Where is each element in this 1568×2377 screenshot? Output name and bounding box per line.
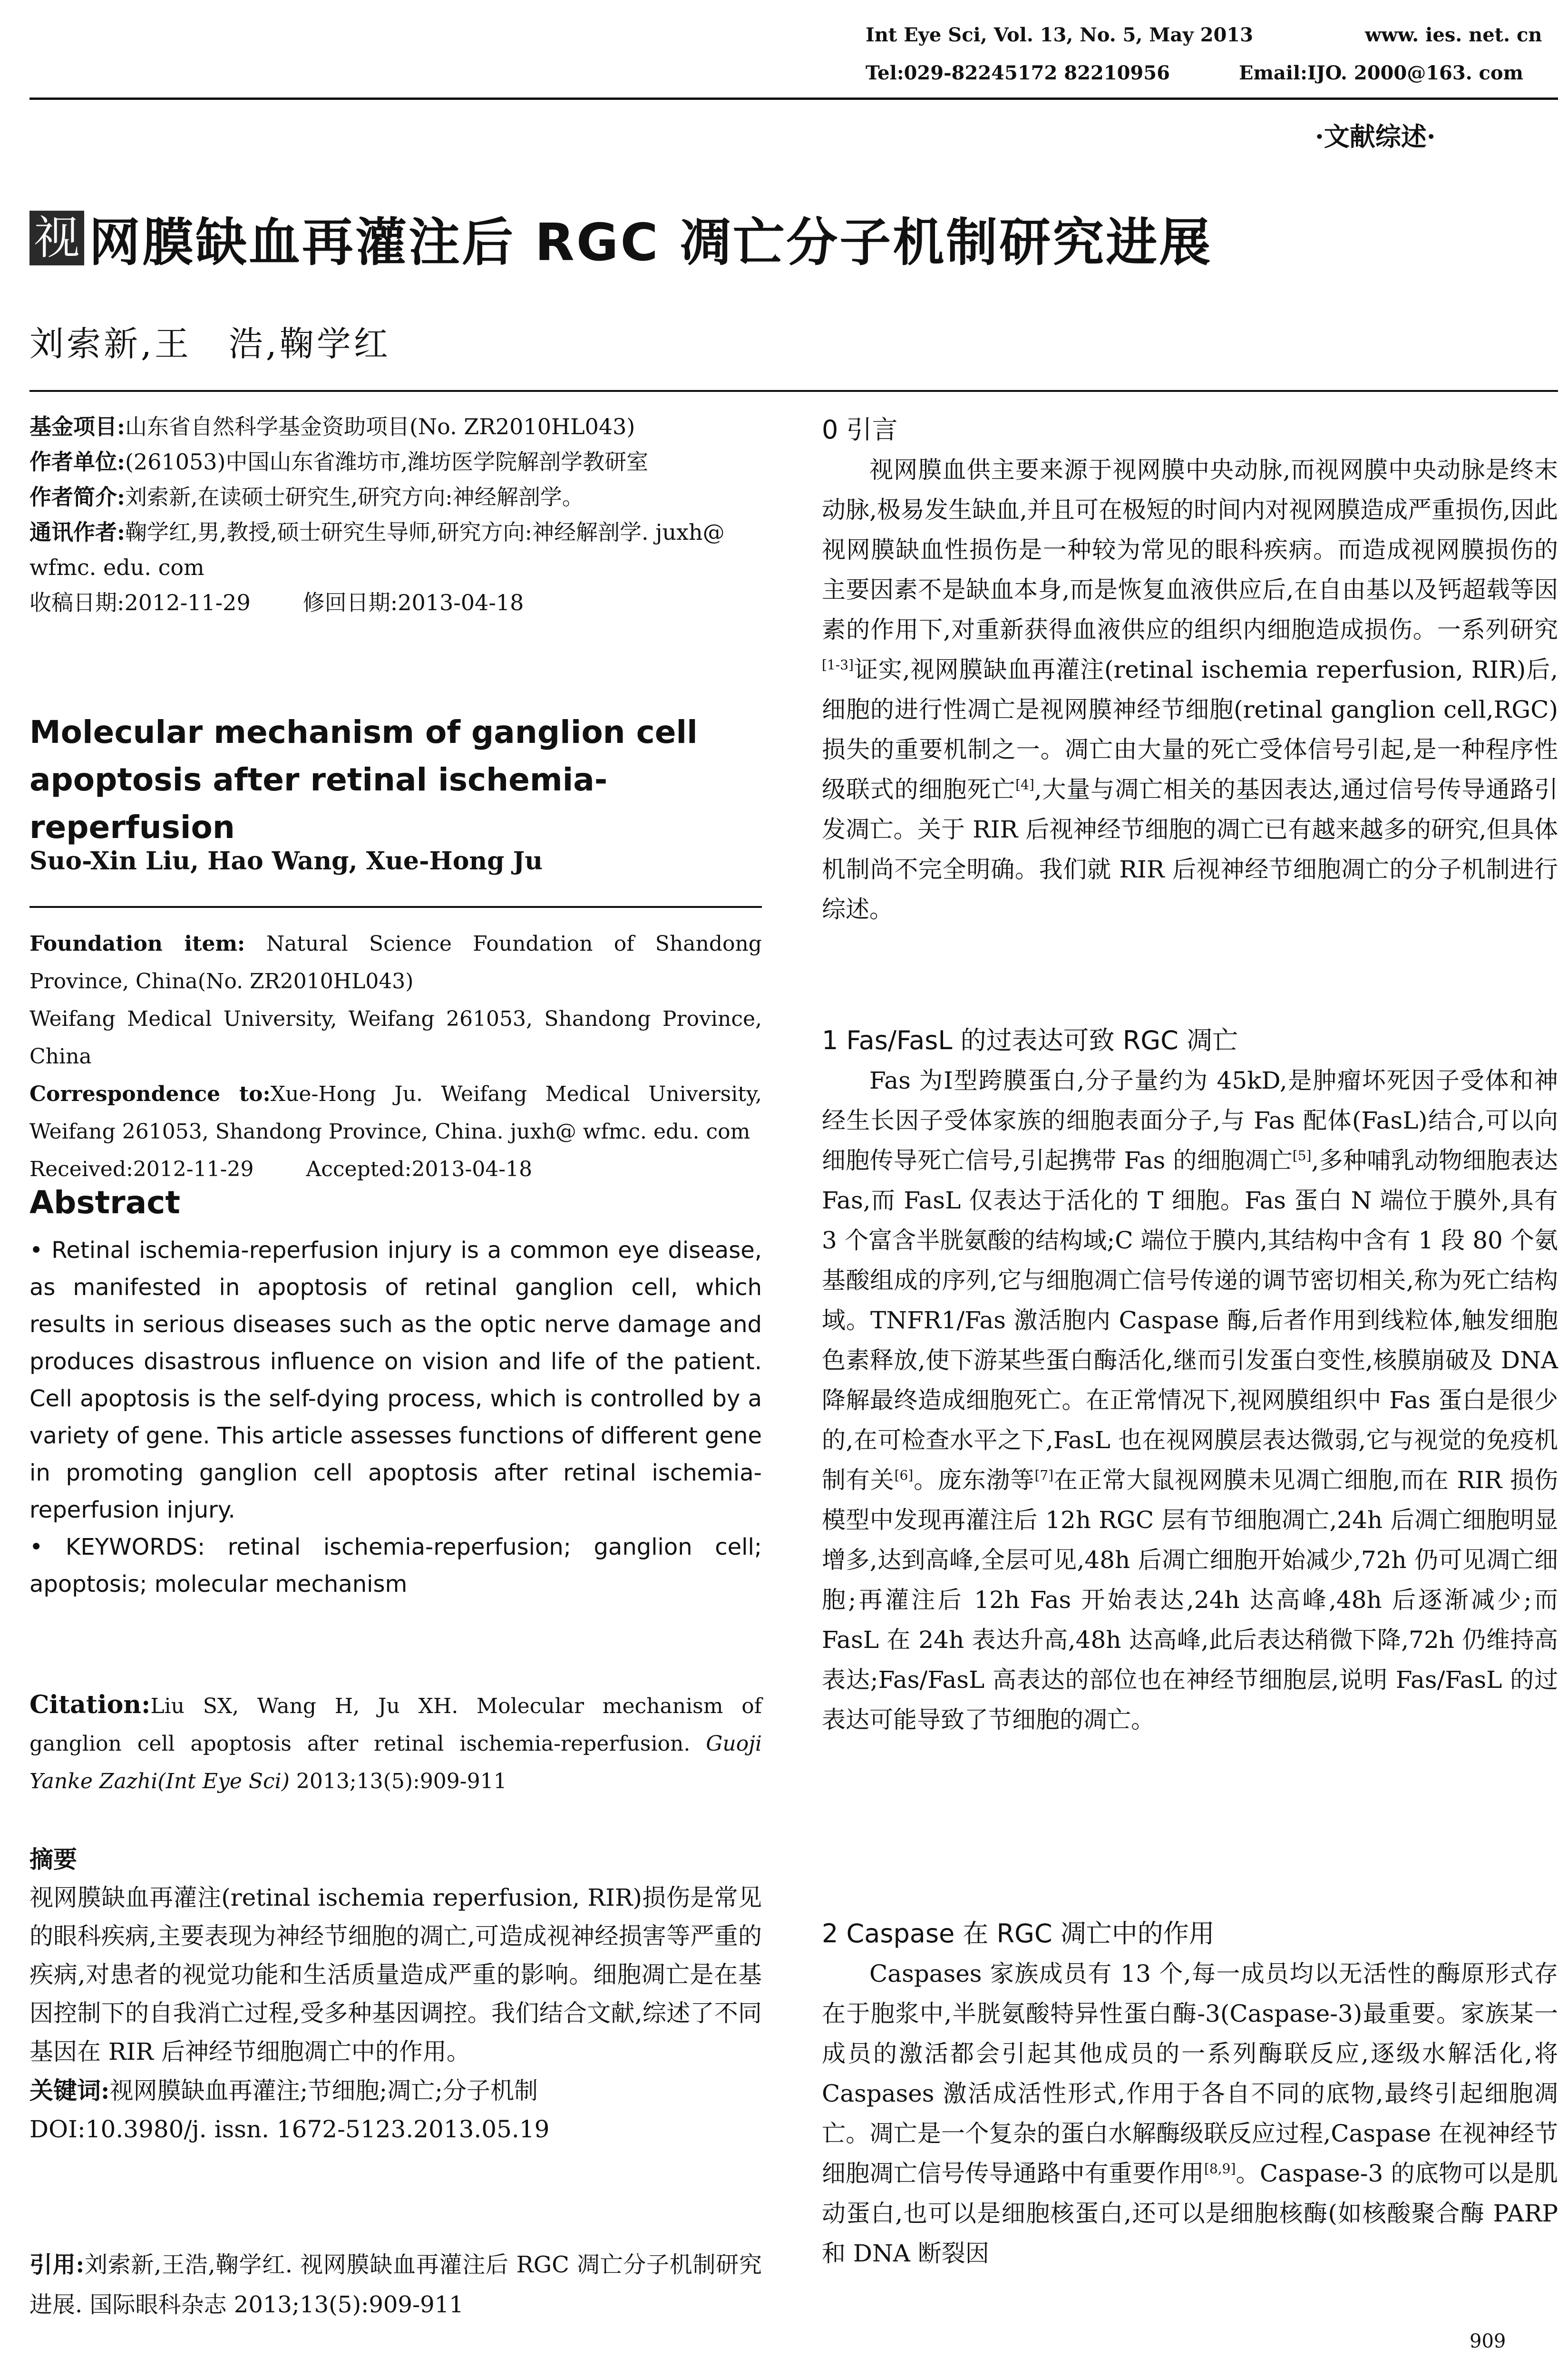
abstract-cn-heading: 摘要 [29,1845,77,1873]
title-en: Molecular mechanism of ganglion cell apoptosis after retinal ischemia-reperfusion [29,714,698,846]
foundation-en: Foundation item: Natural Science Foundation of Shandong Province, China(No. ZR2010HL043) [29,932,762,994]
ref-7: [7] [1034,1467,1054,1483]
abstract-text: • Retinal ischemia-reperfusion injury is a common eye disease, as manifested in apoptosis of retinal ganglion cell, which results in serious diseases such as the optic nerve damage and produces disastrous influence on vision and life of the patient. Cell apoptosis is the self-dying process, which is controlled by a variety of gene. This article assesses functions of different gene in promoting ganglion cell apoptosis after retinal ischemia-reperfusion injury. [29,1237,762,1523]
article-title [29,209,1213,273]
title-text: 网膜缺血再灌注后 RGC 凋亡分子机制研究进展 [89,213,1213,273]
en-rule [29,906,762,908]
doi: DOI:10.3980/j. issn. 1672-5123.2013.05.19 [29,2115,550,2143]
journal-website: www. ies. net. cn [1365,24,1542,46]
ref-8-9: [8,9] [1204,2161,1236,2177]
keywords-en: • KEYWORDS: retinal ischemia-reperfusion; ganglion cell; apoptosis; molecular mechanism [29,1534,762,1598]
en-info-block [29,925,762,1188]
section-1-body: Fas 为Ⅰ型跨膜蛋白,分子量约为 45kD,是肿瘤坏死因子受体和神经生长因子受体家族的细胞表面分子,与 Fas 配体(FasL)结合,可以向细胞传导死亡信号,引起携带 Fas 的细胞凋亡[5],多种哺乳动物细胞表达 Fas,而 FasL 仅表达于活化的 T 细胞。Fas 蛋白 N 端位于膜外,具有 3 个富含半胱氨酸的结构域;C 端位于膜内,其结构中含有 1 段 80 个氨基酸组成的序列,它与细胞凋亡信号传递的调节密切相关,称为死亡结构域。TNFR1/Fas 激活胞内 Caspase 酶,后者作用到线粒体,触发细胞色素释放,使下游某些蛋白酶活化,继而引发蛋白变性,核膜崩破及 DNA 降解最终造成细胞死亡。在正常情况下,视网膜组织中 Fas 蛋白是很少的,在可检查水平之下,FasL 也在视网膜层表达微弱,它与视觉的免疫机制有关[6]。庞东渤等[7]在正常大鼠视网膜未见凋亡细胞,而在 RIR 损伤模型中发现再灌注后 12h RGC 层有节细胞凋亡,24h 后凋亡细胞明显增多,达到高峰,全层可见,48h 后凋亡细胞开始减少,72h 仍可见凋亡细胞;再灌注后 12h Fas 开始表达,24h 达高峰,48h 后逐渐减少;而 FasL 在 24h 表达升高,48h 达高峰,此后表达稍微下降,72h 仍维持高表达;Fas/FasL 高表达的部位也在神经节细胞层,说明 Fas/FasL 的过表达可能导致了节细胞的凋亡。 [822,1067,1558,1734]
page-number: 909 [1470,2330,1506,2352]
header-rule [29,97,1558,100]
section-label: ·文献综述· [1315,121,1436,152]
section-0-body: 视网膜血供主要来源于视网膜中央动脉,而视网膜中央动脉是终末动脉,极易发生缺血,并且可在极短的时间内对视网膜造成严重损伤,因此视网膜缺血性损伤是一种较为常见的眼科疾病。而造成视网膜损伤的主要因素不是缺血本身,而是恢复血液供应后,在自由基以及钙超载等因素的作用下,对重新获得血液供应的组织内细胞造成损伤。一系列研究[1-3]证实,视网膜缺血再灌注(retinal ischemia reperfusion, RIR)后,细胞的进行性凋亡是视网膜神经节细胞(retinal ganglion cell,RGC)损失的重要机制之一。凋亡由大量的死亡受体信号引起,是一种程序性级联式的细胞死亡[4],大量与凋亡相关的基因表达,通过信号传导通路引发凋亡。关于 RIR 后视神经节细胞的凋亡已有越来越多的研究,但具体机制尚不完全明确。我们就 RIR 后视神经节细胞凋亡的分子机制进行综述。 [822,456,1558,923]
keywords-cn: 关键词:视网膜缺血再灌注;节细胞;凋亡;分子机制 [29,2076,538,2104]
ref-4: [4] [1015,777,1034,793]
dates-cn: 收稿日期:2012-11-29 修回日期:2013-04-18 [29,590,524,615]
section-2-title: 2 Caspase 在 RGC 凋亡中的作用 [822,1919,1215,1948]
cite-cn: 引用:刘索新,王浩,鞠学红. 视网膜缺血再灌注后 RGC 凋亡分子机制研究进展. 国际眼科杂志 2013;13(5):909-911 [29,2251,762,2318]
foundation-cn: 基金项目:山东省自然科学基金资助项目(No. ZR2010HL043) [29,414,635,439]
abstract-cn-text: 视网膜缺血再灌注(retinal ischemia reperfusion, RIR)损伤是常见的眼科疾病,主要表现为神经节细胞的凋亡,可造成视神经损害等严重的疾病,对患者的视觉功能和生活质量造成严重的影响。细胞凋亡是在基因控制下的自我消亡过程,受多种基因调控。我们结合文献,综述了不同基因在 RIR 后神经节细胞凋亡中的作用。 [29,1884,762,2065]
abstract-heading: Abstract [29,1184,180,1221]
journal-info: Int Eye Sci, Vol. 13, No. 5, May 2013 [866,24,1253,46]
authors-cn: 刘索新,王 浩,鞠学红 [29,324,391,364]
unit-cn: 作者单位:(261053)中国山东省潍坊市,潍坊医学院解剖学教研室 [29,449,649,475]
abstract-en [29,1232,762,1603]
ref-6: [6] [894,1467,914,1483]
corr-cn: 通讯作者:鞠学红,男,教授,硕士研究生导师,研究方向:神经解剖学. juxh@ wfmc. edu. com [29,519,725,580]
journal-tel: Tel:029-82245172 82210956 [866,62,1170,84]
affiliation-en: Weifang Medical University, Weifang 261053, Shandong Province, China [29,1007,762,1069]
section-1-title: 1 Fas/FasL 的过表达可致 RGC 凋亡 [822,1025,1238,1055]
info-block [29,409,762,620]
title-mark: 视 [29,211,84,265]
dates-en: Received:2012-11-29 Accepted:2013-04-18 [29,1157,533,1181]
ref-1-3: [1-3] [822,657,854,673]
corr-en: Correspondence to:Xue-Hong Ju. Weifang Medical University, Weifang 261053, Shandong Province, China. juxh@ wfmc. edu. com [29,1082,762,1144]
ref-5: [5] [1292,1148,1312,1164]
intro-cn: 作者简介:刘索新,在读硕士研究生,研究方向:神经解剖学。 [29,484,584,510]
journal-email: Email:IJO. 2000@163. com [1239,62,1523,84]
section-0-title: 0 引言 [822,415,898,445]
abstract-cn [29,1879,762,2149]
section-2-body: Caspases 家族成员有 13 个,每一成员均以无活性的酶原形式存在于胞浆中,半胱氨酸特异性蛋白酶-3(Caspase-3)最重要。家族某一成员的激活都会引起其他成员的一系列酶联反应,逐级水解活化,将 Caspases 激活成活性形式,作用于各自不同的底物,最终引起细胞凋亡。凋亡是一个复杂的蛋白水解酶级联反应过程,Caspase 在视神经节细胞凋亡信号传导通路中有重要作用[8,9]。Caspase-3 的底物可以是肌动蛋白,也可以是细胞核蛋白,还可以是细胞核酶(如核酸聚合酶 PARP 和 DNA 断裂因 [822,1960,1558,2267]
authors-en: Suo-Xin Liu, Hao Wang, Xue-Hong Ju [29,847,543,876]
citation-en: Citation:Liu SX, Wang H, Ju XH. Molecular mechanism of ganglion cell apoptosis after retinal ischemia-reperfusion. Guoji Yanke Zazhi(Int Eye Sci) 2013;13(5):909-911 [29,1690,762,1793]
authors-rule [29,390,1558,392]
